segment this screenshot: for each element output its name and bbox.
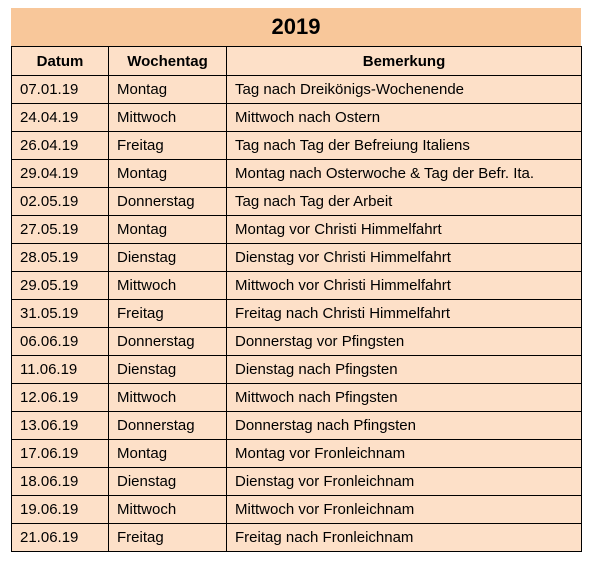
table-title: 2019	[11, 8, 581, 46]
cell-datum: 07.01.19	[12, 76, 109, 104]
cell-datum: 29.05.19	[12, 272, 109, 300]
table-row	[12, 160, 582, 188]
cell-wochentag: Mittwoch	[109, 104, 227, 132]
cell-bemerkung: Donnerstag nach Pfingsten	[227, 412, 582, 440]
cell-bemerkung: Mittwoch vor Christi Himmelfahrt	[227, 272, 582, 300]
cell-datum: 17.06.19	[12, 440, 109, 468]
cell-wochentag: Dienstag	[109, 356, 227, 384]
cell-wochentag: Donnerstag	[109, 328, 227, 356]
cell-wochentag: Freitag	[109, 132, 227, 160]
cell-datum: 26.04.19	[12, 132, 109, 160]
cell-wochentag: Dienstag	[109, 244, 227, 272]
cell-bemerkung: Montag vor Christi Himmelfahrt	[227, 216, 582, 244]
cell-wochentag: Dienstag	[109, 468, 227, 496]
table-row	[12, 104, 582, 132]
cell-datum: 11.06.19	[12, 356, 109, 384]
cell-datum: 13.06.19	[12, 412, 109, 440]
cell-wochentag: Donnerstag	[109, 412, 227, 440]
table-row	[12, 468, 582, 496]
cell-wochentag: Montag	[109, 160, 227, 188]
table-row	[12, 272, 582, 300]
cell-bemerkung: Freitag nach Fronleichnam	[227, 524, 582, 552]
cell-bemerkung: Tag nach Dreikönigs-Wochenende	[227, 76, 582, 104]
cell-bemerkung: Dienstag vor Christi Himmelfahrt	[227, 244, 582, 272]
table-body	[12, 76, 582, 552]
table-row	[12, 440, 582, 468]
table-row	[12, 496, 582, 524]
table-row	[12, 356, 582, 384]
cell-datum: 18.06.19	[12, 468, 109, 496]
cell-bemerkung: Dienstag nach Pfingsten	[227, 356, 582, 384]
cell-wochentag: Mittwoch	[109, 384, 227, 412]
header-datum: Datum	[12, 47, 109, 76]
table-row	[12, 244, 582, 272]
cell-wochentag: Montag	[109, 216, 227, 244]
cell-wochentag: Montag	[109, 76, 227, 104]
cell-datum: 02.05.19	[12, 188, 109, 216]
table-row	[12, 412, 582, 440]
cell-wochentag: Mittwoch	[109, 496, 227, 524]
cell-bemerkung: Montag nach Osterwoche & Tag der Befr. Ita.	[227, 160, 582, 188]
cell-bemerkung: Tag nach Tag der Arbeit	[227, 188, 582, 216]
cell-wochentag: Donnerstag	[109, 188, 227, 216]
cell-bemerkung: Dienstag vor Fronleichnam	[227, 468, 582, 496]
cell-datum: 21.06.19	[12, 524, 109, 552]
table-row	[12, 300, 582, 328]
table-row	[12, 524, 582, 552]
cell-wochentag: Freitag	[109, 300, 227, 328]
cell-datum: 31.05.19	[12, 300, 109, 328]
header-row	[12, 47, 582, 76]
table-row	[12, 328, 582, 356]
table-row	[12, 384, 582, 412]
cell-datum: 12.06.19	[12, 384, 109, 412]
cell-datum: 27.05.19	[12, 216, 109, 244]
cell-wochentag: Freitag	[109, 524, 227, 552]
header-bemerkung: Bemerkung	[227, 47, 582, 76]
table-row	[12, 76, 582, 104]
table-row	[12, 132, 582, 160]
cell-bemerkung: Mittwoch nach Ostern	[227, 104, 582, 132]
cell-datum: 06.06.19	[12, 328, 109, 356]
cell-datum: 24.04.19	[12, 104, 109, 132]
holiday-table	[11, 46, 582, 552]
cell-bemerkung: Tag nach Tag der Befreiung Italiens	[227, 132, 582, 160]
cell-datum: 29.04.19	[12, 160, 109, 188]
cell-wochentag: Mittwoch	[109, 272, 227, 300]
cell-bemerkung: Montag vor Fronleichnam	[227, 440, 582, 468]
table-row	[12, 188, 582, 216]
cell-bemerkung: Donnerstag vor Pfingsten	[227, 328, 582, 356]
cell-bemerkung: Freitag nach Christi Himmelfahrt	[227, 300, 582, 328]
cell-wochentag: Montag	[109, 440, 227, 468]
cell-datum: 19.06.19	[12, 496, 109, 524]
cell-bemerkung: Mittwoch vor Fronleichnam	[227, 496, 582, 524]
table-row	[12, 216, 582, 244]
holiday-table-sheet	[11, 8, 581, 552]
cell-datum: 28.05.19	[12, 244, 109, 272]
header-wochentag: Wochentag	[109, 47, 227, 76]
cell-bemerkung: Mittwoch nach Pfingsten	[227, 384, 582, 412]
